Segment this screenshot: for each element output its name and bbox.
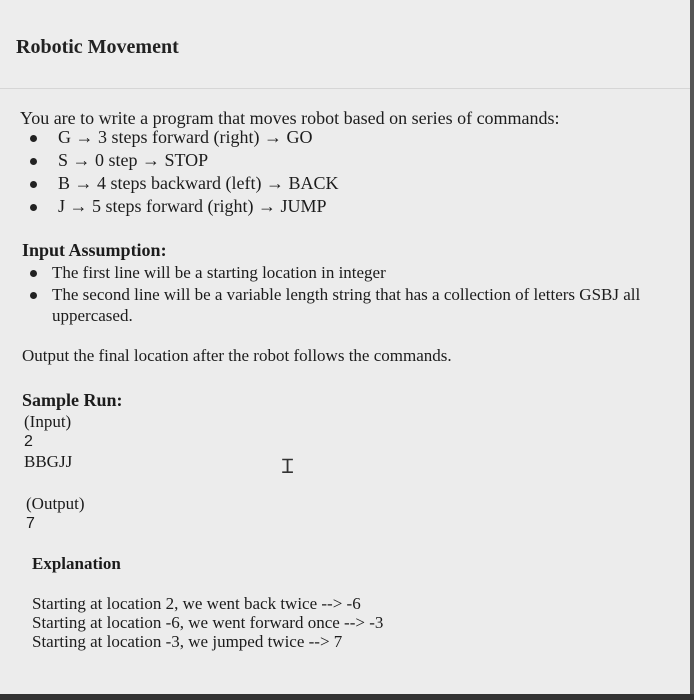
sample-input-commands: BBGJJ	[24, 452, 73, 471]
photo-edge-right	[690, 0, 694, 700]
assumption-list	[30, 262, 670, 327]
photo-edge-bottom	[0, 694, 694, 700]
sample-output-label: (Output)	[26, 494, 85, 513]
command-item-stop: S → 0 step → STOP	[30, 149, 338, 172]
explanation-block	[32, 594, 383, 651]
sample-input-label: (Input)	[24, 412, 72, 431]
sample-input-block	[24, 412, 72, 472]
sample-run-heading: Sample Run:	[22, 390, 123, 410]
assumption-item-first: The first line will be a starting location in integer	[30, 262, 670, 283]
sample-output-block	[26, 494, 85, 534]
intro-text: You are to write a program that moves robot based on series of commands:	[20, 108, 560, 128]
command-list	[30, 126, 338, 218]
command-item-jump: J → 5 steps forward (right) → JUMP	[30, 195, 338, 218]
explanation-line: Starting at location 2, we went back twice --> -6	[32, 594, 361, 613]
explanation-line: Starting at location -3, we jumped twice --> 7	[32, 632, 343, 651]
output-instruction: Output the final location after the robot follows the commands.	[22, 346, 452, 365]
command-item-go: G → 3 steps forward (right) → GO	[30, 126, 338, 149]
explanation-heading: Explanation	[32, 554, 121, 573]
sample-input-start: 2	[24, 433, 33, 450]
input-assumption-heading: Input Assumption:	[22, 240, 167, 260]
assumption-item-second: The second line will be a variable length string that has a collection of letters GSBJ all uppercased.	[30, 284, 670, 326]
page-title: Robotic Movement	[16, 36, 179, 58]
sample-output-value: 7	[26, 515, 35, 532]
command-item-back: B → 4 steps backward (left) → BACK	[30, 172, 338, 195]
text-cursor-icon: Ɪ	[282, 454, 294, 478]
explanation-line: Starting at location -6, we went forward once --> -3	[32, 613, 384, 632]
